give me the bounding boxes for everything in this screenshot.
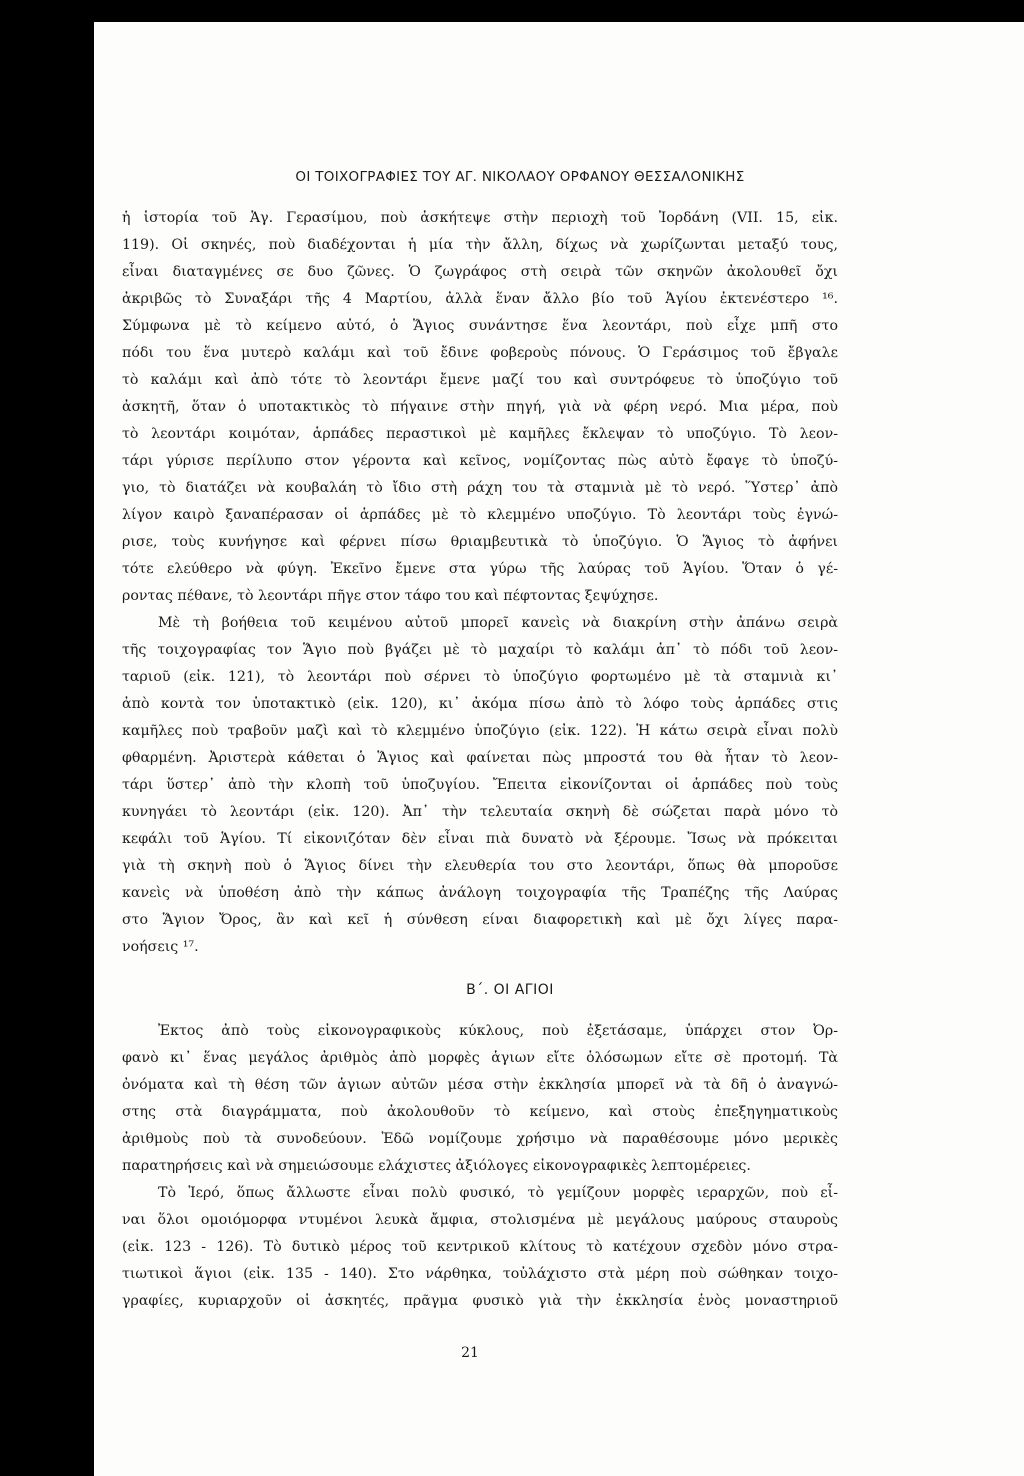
- text-line: τάρι γύρισε περίλυπο στον γέροντα καὶ κεῖνος, νομίζοντας πὼς αὐτὸ ἔφαγε τὸ ὑποζύ-: [122, 453, 838, 469]
- text-line: ἀπὸ κοντὰ τον ὑποτακτικὸ (εἰκ. 120), κι᾽ ἀκόμα πίσω ἀπὸ τὸ λόφο τοὺς ἁρπάδες στις: [122, 696, 838, 712]
- text-line: Ἐκτος ἀπὸ τοὺς εἰκονογραφικοὺς κύκλους, ποὺ ἐξετάσαμε, ὑπάρχει στον Ὀρ-: [158, 1023, 838, 1039]
- text-line: τότε ελεύθερο νὰ φύγη. Ἐκεῖνο ἔμενε στα γύρω τῆς λαύρας τοῦ Ἁγίου. Ὅταν ὁ γέ-: [122, 561, 838, 577]
- text-line: ροντας πέθανε, τὸ λεοντάρι πῆγε στον τάφο του καὶ πέφτοντας ξεψύχησε.: [122, 588, 659, 604]
- text-line: νοήσεις ¹⁷.: [122, 939, 199, 955]
- text-line: τάρι ὕστερ᾽ ἀπὸ τὴν κλοπὴ τοῦ ὑποζυγίου. Ἔπειτα εἰκονίζονται οἱ ἁρπάδες ποὺ τοὺς: [122, 777, 838, 793]
- text-line: Μὲ τὴ βοήθεια τοῦ κειμένου αὐτοῦ μπορεῖ κανεὶς νὰ διακρίνη στὴν ἀπάνω σειρὰ: [158, 615, 838, 631]
- text-line: Τὸ Ἱερό, ὅπως ἄλλωστε εἶναι πολὺ φυσικό, τὸ γεμίζουν μορφὲς ιεραρχῶν, ποὺ εἶ-: [158, 1185, 838, 1201]
- text-line: γιο, τὸ διατάζει νὰ κουβαλάη τὸ ἴδιο στὴ ράχη του τὰ σταμνιὰ μὲ τὸ νερό. Ὕστερ᾽ ἀπὸ: [122, 480, 838, 496]
- text-line: στης στὰ διαγράμματα, ποὺ ἀκολουθοῦν τὸ κείμενο, καὶ στοὺς ἐπεξηγηματικοὺς: [122, 1104, 838, 1120]
- text-line: τὸ καλάμι καὶ ἀπὸ τότε τὸ λεοντάρι ἔμενε μαζί του καὶ συντρόφευε τὸ ὑποζύγιο τοῦ: [122, 372, 838, 388]
- text-line: πόδι του ἕνα μυτερὸ καλάμι καὶ τοῦ ἔδινε φοβεροὺς πόνους. Ὁ Γεράσιμος τοῦ ἔβγαλε: [122, 345, 838, 361]
- text-line: φανὸ κι᾽ ἕνας μεγάλος ἀριθμὸς ἀπὸ μορφὲς ἁγιων εἴτε ὁλόσωμων εἴτε σὲ προτομή. Τὰ: [122, 1050, 838, 1066]
- text-line: εἶναι διαταγμένες σε δυο ζῶνες. Ὁ ζωγράφος στὴ σειρὰ τῶν σκηνῶν ἀκολουθεῖ ὄχι: [122, 264, 838, 280]
- text-line: (εἰκ. 123 - 126). Τὸ δυτικὸ μέρος τοῦ κεντρικοῦ κλίτους τὸ κατέχουν σχεδὸν μόνο στρα-: [122, 1239, 838, 1255]
- running-head: ΟΙ ΤΟΙΧΟΓΡΑΦΙΕΣ ΤΟΥ ΑΓ. ΝΙΚΟΛΑΟΥ ΟΡΦΑΝΟΥ ΘΕΣΣΑΛΟΝΙΚΗΣ: [295, 169, 745, 185]
- text-line: ἡ ἱστορία τοῦ Ἁγ. Γερασίμου, ποὺ ἀσκήτεψε στὴν περιοχὴ τοῦ Ἰορδάνη (VII. 15, εἰκ.: [122, 210, 838, 226]
- text-line: ρισε, τοὺς κυνήγησε καὶ φέρνει πίσω θριαμβευτικὰ τὸ ὑποζύγιο. Ὁ Ἅγιος τὸ ἀφήνει: [122, 534, 838, 550]
- text-line: τῆς τοιχογραφίας τον Ἅγιο ποὺ βγάζει μὲ τὸ μαχαίρι τὸ καλάμι ἀπ᾽ τὸ πόδι τοῦ λεον-: [122, 642, 838, 658]
- page-number: 21: [461, 1345, 479, 1361]
- text-line: ταριοῦ (εἰκ. 121), τὸ λεοντάρι ποὺ σέρνει τὸ ὑποζύγιο φορτωμένο μὲ τὰ σταμνιὰ κι᾽: [122, 669, 838, 685]
- text-line: κεφάλι τοῦ Ἁγίου. Τί εἰκονιζόταν δὲν εἶναι πιὰ δυνατὸ νὰ ξέρουμε. Ἴσως νὰ πρόκειται: [122, 831, 838, 847]
- section-title: Β΄. ΟΙ ΑΓΙΟΙ: [466, 982, 554, 998]
- text-line: ἀκριβῶς τὸ Συναξάρι τῆς 4 Μαρτίου, ἀλλὰ ἕναν ἄλλο βίο τοῦ Ἁγίου ἐκτενέστερο ¹⁶.: [122, 291, 838, 307]
- text-line: ναι ὅλοι ομοιόμορφα ντυμένοι λευκὰ ἄμφια, στολισμένα μὲ μεγάλους μαύρους σταυροὺς: [122, 1212, 838, 1228]
- text-line: στο Ἅγιον Ὄρος, ἂν καὶ κεῖ ἡ σύνθεση είναι διαφορετικὴ καὶ μὲ ὄχι λίγες παρα-: [122, 912, 838, 928]
- text-line: κανεὶς νὰ ὑποθέση ἀπὸ τὴν κάπως ἀνάλογη τοιχογραφία τῆς Τραπέζης τῆς Λαύρας: [122, 885, 838, 901]
- text-line: γραφίες, κυριαρχοῦν οἱ ἀσκητές, πρᾶγμα φυσικὸ γιὰ τὴν ἐκκλησία ἑνὸς μοναστηριοῦ: [122, 1293, 838, 1309]
- text-line: λίγον καιρὸ ξαναπέρασαν οἱ ἁρπάδες μὲ τὸ κλεμμένο υποζύγιο. Τὸ λεοντάρι τοὺς ἐγνώ-: [122, 507, 838, 523]
- text-line: ὀνόματα καὶ τὴ θέση τῶν ἁγιων αὐτῶν μέσα στὴν ἐκκλησία μπορεῖ νὰ τὰ δῆ ὁ ἀναγνώ-: [122, 1077, 838, 1093]
- text-line: γιὰ τὴ σκηνὴ ποὺ ὁ Ἅγιος δίνει τὴν ελευθερία του στο λεοντάρι, ὅπως θὰ μποροῦσε: [122, 858, 838, 874]
- text-line: καμῆλες ποὺ τραβοῦν μαζὶ καὶ τὸ κλεμμένο ὑποζύγιο (εἰκ. 122). Ἡ κάτω σειρὰ εἶναι πολὺ: [122, 723, 838, 739]
- text-line: παρατηρήσεις καὶ νὰ σημειώσουμε ελάχιστες ἀξιόλογες εἰκονογραφικὲς λεπτομέρειες.: [122, 1158, 751, 1174]
- text-line: τὸ λεοντάρι κοιμόταν, ἁρπάδες περαστικοὶ μὲ καμῆλες ἔκλεψαν τὸ υποζύγιο. Τὸ λεον-: [122, 426, 838, 442]
- text-line: Σύμφωνα μὲ τὸ κείμενο αὐτό, ὁ Ἅγιος συνάντησε ἕνα λεοντάρι, ποὺ εἶχε μπῆ στο: [122, 318, 838, 334]
- text-line: 119). Οἱ σκηνές, ποὺ διαδέχονται ἡ μία τὴν ἄλλη, δίχως νὰ χωρίζωνται μεταξύ τους,: [122, 237, 838, 253]
- text-line: ἀσκητῆ, ὅταν ὁ υποτακτικὸς τὸ πήγαινε στὴν πηγή, γιὰ νὰ φέρη νερό. Μια μέρα, ποὺ: [122, 399, 838, 415]
- text-line: τιωτικοὶ ἅγιοι (εἰκ. 135 - 140). Στο νάρθηκα, τοὐλάχιστο στὰ μέρη ποὺ σώθηκαν τοιχο-: [122, 1266, 838, 1282]
- text-line: κυνηγάει τὸ λεοντάρι (εἰκ. 120). Ἀπ᾽ τὴν τελευταία σκηνὴ δὲ σώζεται παρὰ μόνο τὸ: [122, 804, 838, 820]
- text-line: φθαρμένη. Ἀριστερὰ κάθεται ὁ Ἅγιος καὶ φαίνεται πὼς μπροστά του θὰ ἦταν τὸ λεον-: [122, 750, 838, 766]
- text-line: ἀριθμοὺς ποὺ τὰ συνοδεύουν. Ἐδῶ νομίζουμε χρήσιμο νὰ παραθέσουμε μόνο μερικὲς: [122, 1131, 838, 1147]
